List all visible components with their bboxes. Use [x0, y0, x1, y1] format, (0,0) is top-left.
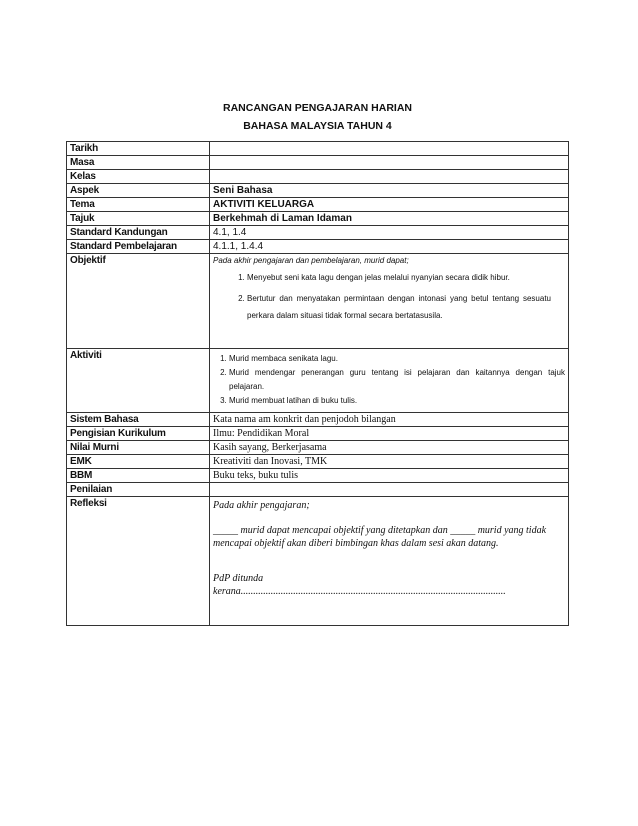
label-masa: Masa: [67, 156, 210, 170]
label-bbm: BBM: [67, 469, 210, 483]
value-standard-kandungan: 4.1, 1.4: [210, 226, 569, 240]
row-emk: [67, 455, 569, 469]
label-tarikh: Tarikh: [67, 142, 210, 156]
objektif-item: 1. Menyebut seni kata lagu dengan jelas melalui nyanyian secara didik hibur.: [247, 269, 565, 286]
label-nilai-murni: Nilai Murni: [67, 441, 210, 455]
refleksi-line: PdP ditunda: [213, 573, 264, 584]
row-aspek: [67, 184, 569, 198]
row-aktiviti: [67, 349, 569, 413]
value-aktiviti: [210, 349, 569, 413]
refleksi-line: Pada akhir pengajaran;: [213, 500, 310, 511]
label-tema: Tema: [67, 198, 210, 212]
refleksi-line: kerana..........................................................................................................: [213, 586, 506, 597]
label-standard-kandungan: Standard Kandungan: [67, 226, 210, 240]
objektif-list: [213, 269, 565, 324]
aktiviti-item: 3. Murid membuat latihan di buku tulis.: [229, 394, 565, 408]
value-emk: Kreativiti dan Inovasi, TMK: [210, 455, 569, 469]
label-pengisian-kurikulum: Pengisian Kurikulum: [67, 427, 210, 441]
label-objektif: Objektif: [67, 254, 210, 349]
row-masa: [67, 156, 569, 170]
value-kelas: [210, 170, 569, 184]
label-tajuk: Tajuk: [67, 212, 210, 226]
objektif-item: 2. Bertutur dan menyatakan permintaan dengan intonasi yang betul tentang sesuatu perkara dalam situasi tidak formal secara bertatasusila.: [247, 290, 565, 324]
label-aktiviti: Aktiviti: [67, 349, 210, 413]
lesson-plan-table: [66, 141, 569, 626]
value-tarikh: [210, 142, 569, 156]
row-tema: [67, 198, 569, 212]
label-aspek: Aspek: [67, 184, 210, 198]
value-pengisian-kurikulum: Ilmu: Pendidikan Moral: [210, 427, 569, 441]
value-masa: [210, 156, 569, 170]
row-tajuk: [67, 212, 569, 226]
value-penilaian: [210, 483, 569, 497]
row-tarikh: [67, 142, 569, 156]
value-objektif: [210, 254, 569, 349]
objektif-intro: Pada akhir pengajaran dan pembelajaran, murid dapat;: [213, 256, 409, 265]
row-pengisian-kurikulum: [67, 427, 569, 441]
label-sistem-bahasa: Sistem Bahasa: [67, 413, 210, 427]
label-kelas: Kelas: [67, 170, 210, 184]
value-nilai-murni: Kasih sayang, Berkerjasama: [210, 441, 569, 455]
row-sistem-bahasa: [67, 413, 569, 427]
row-kelas: [67, 170, 569, 184]
refleksi-line: _____ murid dapat mencapai objektif yang ditetapkan dan _____ murid yang tidak mencapai objektif akan diberi bimbingan khas dalam sesi akan datang.: [213, 525, 547, 549]
row-nilai-murni: [67, 441, 569, 455]
row-bbm: [67, 469, 569, 483]
value-aspek: Seni Bahasa: [210, 184, 569, 198]
label-penilaian: Penilaian: [67, 483, 210, 497]
row-objektif: [67, 254, 569, 349]
aktiviti-list: [213, 352, 565, 408]
document-subtitle: BAHASA MALAYSIA TAHUN 4: [243, 120, 392, 132]
label-refleksi: Refleksi: [67, 497, 210, 626]
label-emk: EMK: [67, 455, 210, 469]
value-sistem-bahasa: Kata nama am konkrit dan penjodoh bilangan: [210, 413, 569, 427]
value-bbm: Buku teks, buku tulis: [210, 469, 569, 483]
value-standard-pembelajaran: 4.1.1, 1.4.4: [210, 240, 569, 254]
aktiviti-item: 1. Murid membaca senikata lagu.: [229, 352, 565, 366]
aktiviti-item: 2. Murid mendengar penerangan guru tentang isi pelajaran dan kaitannya dengan tajuk pelajaran.: [229, 366, 565, 394]
row-penilaian: [67, 483, 569, 497]
document-title: RANCANGAN PENGAJARAN HARIAN: [222, 102, 412, 114]
label-standard-pembelajaran: Standard Pembelajaran: [67, 240, 210, 254]
value-refleksi: [210, 497, 569, 626]
value-tajuk: Berkehmah di Laman Idaman: [210, 212, 569, 226]
row-standard-kandungan: [67, 226, 569, 240]
row-standard-pembelajaran: [67, 240, 569, 254]
value-tema: AKTIVITI KELUARGA: [210, 198, 569, 212]
row-refleksi: [67, 497, 569, 626]
